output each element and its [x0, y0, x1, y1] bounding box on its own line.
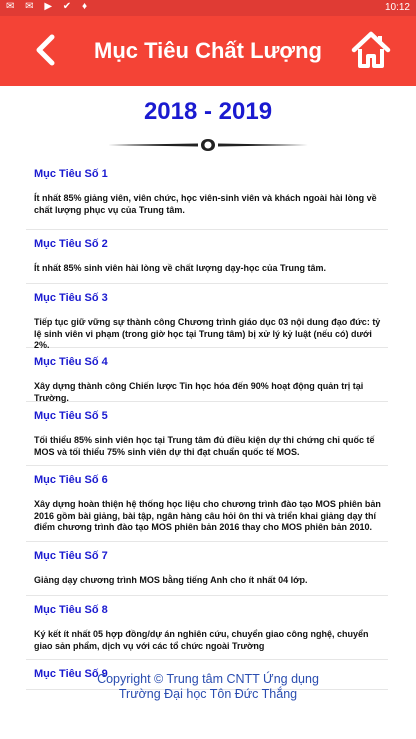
- goal-text: Xây dựng hoàn thiện hệ thống học liệu cho chương trình đào tạo MOS phiên bản 2016 gồm bài giảng, bài tập, ngân hàng câu hỏi ôn thi và triển khai giảng dạy thí điểm chương trình đào tạo MOS phiên bản 2016 thay cho MOS phiên bản 2010.: [34, 499, 381, 532]
- goal-text: Tiếp tục giữ vững sự thành công Chương trình giáo dục 03 nội dung đạo đức: tỷ lệ sinh viên vi phạm (trong giờ học tại Trung tâm) bị xử lý kỷ luật (nếu có) dưới 2%.: [34, 317, 381, 350]
- footer: [0, 672, 416, 702]
- notification-icons: ✉ ✉ ▶ ✔ ♦: [6, 1, 92, 12]
- home-button[interactable]: [351, 30, 391, 70]
- goal-heading: Mục Tiêu Số 5: [34, 410, 108, 422]
- page-title: Mục Tiêu Chất Lượng: [94, 38, 322, 63]
- app-bar: [0, 16, 416, 86]
- goal-item: [26, 160, 388, 230]
- goal-text: Ký kết ít nhất 05 hợp đồng/dự án nghiên cứu, chuyển giao công nghệ, chuyển giao sản phẩm, dịch vụ với các tổ chức ngoài Trường: [34, 629, 369, 651]
- ornament-divider: [106, 138, 310, 152]
- year-title: 2018 - 2019: [143, 98, 273, 125]
- goal-text: Ít nhất 85% giảng viên, viên chức, học viên-sinh viên và khách ngoài hài lòng về chất lượng phục vụ của Trung tâm.: [34, 193, 377, 215]
- goal-heading: Mục Tiêu Số 7: [34, 550, 108, 562]
- footer-copyright: Copyright © Trung tâm CNTT Ứng dụng: [97, 672, 319, 686]
- goal-text: Tối thiểu 85% sinh viên học tại Trung tâm đủ điều kiện dự thi chứng chỉ quốc tế MOS và tối thiểu 75% sinh viên dự thi đạt chuẩn quốc tế MOS.: [34, 435, 375, 457]
- goal-text: Giảng dạy chương trình MOS bằng tiếng Anh cho ít nhất 04 lớp.: [34, 575, 308, 585]
- goal-item: [26, 466, 388, 542]
- goal-item: [26, 402, 388, 466]
- goal-item: [26, 284, 388, 348]
- goal-heading: Mục Tiêu Số 3: [34, 292, 108, 304]
- goal-heading: Mục Tiêu Số 2: [34, 238, 108, 250]
- goal-item: [26, 596, 388, 660]
- goal-heading: Mục Tiêu Số 8: [34, 604, 108, 616]
- status-time: 10:12: [384, 2, 410, 13]
- goal-heading: Mục Tiêu Số 1: [34, 168, 108, 180]
- home-icon: [351, 30, 391, 70]
- goal-heading: Mục Tiêu Số 4: [34, 356, 108, 368]
- status-bar: [0, 0, 416, 16]
- footer-university: Trường Đại học Tôn Đức Thắng: [118, 687, 298, 701]
- goal-heading: Mục Tiêu Số 6: [34, 474, 108, 486]
- goal-item: [26, 542, 388, 596]
- goal-heading: Mục Tiêu Số 9: [34, 668, 108, 680]
- goal-text: Xây dựng thành công Chiến lược Tin học hóa đến 90% hoạt động quản trị tại Trường.: [34, 381, 364, 403]
- chevron-left-icon: [30, 32, 66, 68]
- back-button[interactable]: [30, 32, 66, 68]
- goal-item: [26, 230, 388, 284]
- goal-item: [26, 348, 388, 402]
- goal-text: Ít nhất 85% sinh viên hài lòng về chất lượng dạy-học của Trung tâm.: [34, 263, 326, 273]
